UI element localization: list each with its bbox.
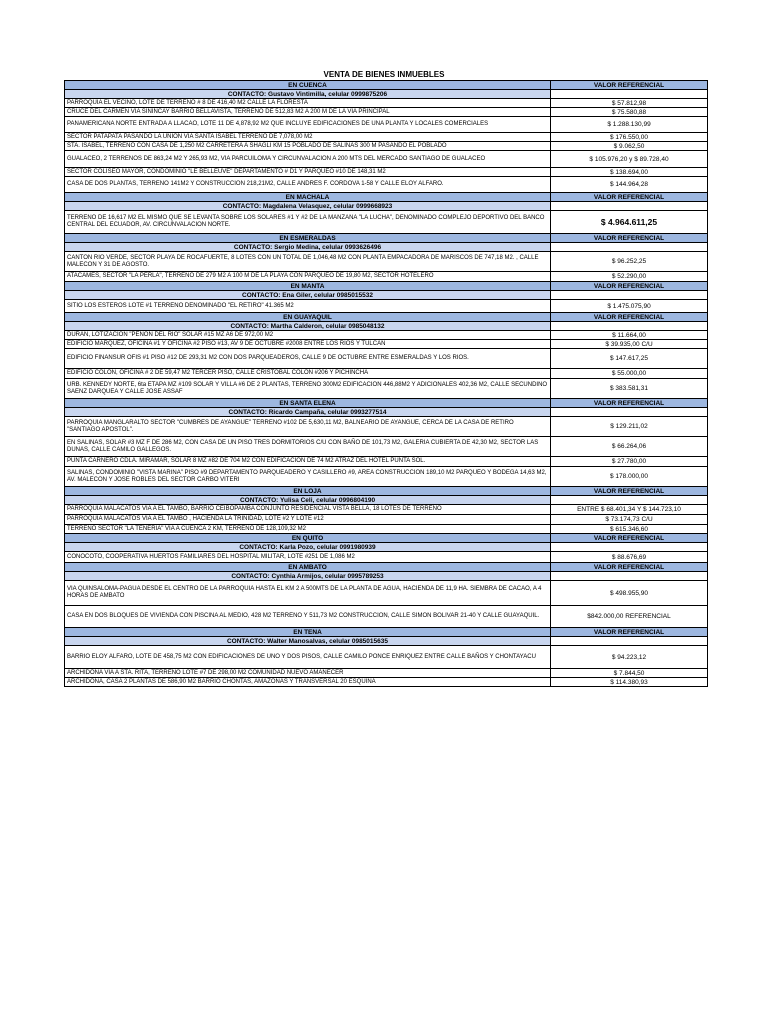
table-row xyxy=(65,646,708,669)
contact-label: CONTACTO: Martha Calderon, celular 0985048132 xyxy=(65,322,551,331)
property-description: PARROQUIA MALACATOS VIA A EL TAMBO , HACIENDA LA TRINIDAD, LOTE #2 Y LOTE #12 xyxy=(65,515,551,525)
contact-blank-cell xyxy=(551,322,708,331)
contact-row xyxy=(65,408,708,417)
reference-value: $ 39.935,00 C/U xyxy=(551,340,708,349)
contact-label: CONTACTO: Ricardo Campaña, celular 0993277514 xyxy=(65,408,551,417)
contact-label: CONTACTO: Gustavo Vintimilla, celular 0999875206 xyxy=(65,90,551,99)
contact-row xyxy=(65,202,708,211)
contact-blank-cell xyxy=(551,408,708,417)
property-description: PARROQUIA MALACATOS VIA A EL TAMBO, BARRIO CEIBOPAMBA CONJUNTO RESIDENCIAL VISTA BELLA, 18 LOTES DE TERRENO xyxy=(65,505,551,515)
reference-value: $ 178.000,00 xyxy=(551,467,708,487)
contact-row xyxy=(65,322,708,331)
reference-value: $ 4.964.611,25 xyxy=(551,211,708,234)
reference-value: $ 55.000,00 xyxy=(551,369,708,379)
reference-value: $ 105.976,20 y $ 89.728,40 xyxy=(551,151,708,168)
table-row xyxy=(65,349,708,369)
property-description: CASA EN DOS BLOQUES DE VIVIENDA CON PISCINA AL MEDIO, 428 M2 TERRENO Y 511,73 M2 CONSTRUCCION, CALLE SIMON BOLIVAR 21-40 Y CALLE GUAYAQUIL. xyxy=(65,606,551,628)
reference-value: $ 57.812,98 xyxy=(551,99,708,108)
contact-row xyxy=(65,637,708,646)
reference-value: $ 88.676,69 xyxy=(551,552,708,563)
table-row xyxy=(65,133,708,142)
table-row xyxy=(65,99,708,108)
contact-row xyxy=(65,243,708,252)
table-row xyxy=(65,678,708,687)
reference-value: $ 73.174,73 C/U xyxy=(551,515,708,525)
contact-label: CONTACTO: Walter Manosalvas, celular 0985015635 xyxy=(65,637,551,646)
property-description: URB. KENNEDY NORTE, 6ta ETAPA MZ #109 SOLAR Y VILLA #6 DE 2 PLANTAS, TERRENO 300M2 EDIFICACION 446,88M2 Y ADICIONALES 402,36 M2, CALLE SECUNDINO SAENZ DARQUEA Y CALLE JOSE ASSAF xyxy=(65,379,551,399)
spreadsheet-page xyxy=(64,70,704,687)
value-column-header: VALOR REFERENCIAL xyxy=(551,313,708,322)
table-row xyxy=(65,300,708,313)
table-row xyxy=(65,108,708,117)
property-description: SECTOR COLISEO MAYOR, CONDOMINIO "LE BELLEUVE" DEPARTAMENTO # D1 Y PARQUEO #10 DE 148,31 M2 xyxy=(65,168,551,177)
region-name: EN QUITO xyxy=(65,534,551,543)
reference-value: $ 1.288.130,99 xyxy=(551,117,708,133)
reference-value: $ 144.964,28 xyxy=(551,177,708,193)
table-row xyxy=(65,331,708,340)
contact-row xyxy=(65,90,708,99)
reference-value: $ 7.844,50 xyxy=(551,669,708,678)
region-header-row xyxy=(65,234,708,243)
contact-blank-cell xyxy=(551,291,708,300)
property-table xyxy=(64,80,708,687)
region-name: EN SANTA ELENA xyxy=(65,399,551,408)
region-header-row xyxy=(65,628,708,637)
table-row xyxy=(65,525,708,534)
region-name: EN TENA xyxy=(65,628,551,637)
reference-value: ENTRE $ 68.401,34 Y $ 144.723,10 xyxy=(551,505,708,515)
contact-row xyxy=(65,543,708,552)
property-description: PARROQUIA MANGLARALTO SECTOR "CUMBRES DE AYANGUE" TERRENO #102 DE 5,630,11 M2, BALNEARIO DE AYANGUE, CERCA DE LA CASA DE RETIRO "SANTIAGO APOSTOL". xyxy=(65,417,551,437)
table-row xyxy=(65,151,708,168)
region-header-row xyxy=(65,563,708,572)
reference-value: $ 75.580,88 xyxy=(551,108,708,117)
contact-blank-cell xyxy=(551,496,708,505)
reference-value: $ 615.346,60 xyxy=(551,525,708,534)
contact-blank-cell xyxy=(551,543,708,552)
table-row xyxy=(65,552,708,563)
reference-value: $ 9.062,50 xyxy=(551,142,708,151)
table-row xyxy=(65,340,708,349)
property-description: EDIFICIO FINANSUR OFIS #1 PISO #12 DE 293,31 M2 CON DOS PARQUEADEROS, CALLE 9 DE OCTUBRE ENTRE ESMERALDAS Y LOS RIOS. xyxy=(65,349,551,369)
property-description: CRUCE DEL CARMEN VIA SININCAY BARRIO BELLAVISTA, TERRENO DE 512,83 M2 A 200 M DE LA VIA PRINCIPAL xyxy=(65,108,551,117)
region-name: EN MANTA xyxy=(65,282,551,291)
table-row xyxy=(65,505,708,515)
property-description: TERRENO SECTOR "LA TENERIA" VIA A CUENCA 2 KM, TERRENO DE 128,109,32 M2 xyxy=(65,525,551,534)
reference-value: $ 176.550,00 xyxy=(551,133,708,142)
value-column-header: VALOR REFERENCIAL xyxy=(551,487,708,496)
property-description: ARCHIDONA, CASA 2 PLANTAS DE 586,90 M2 BARRIO CHONTAS, AMAZONAS Y TRANSVERSAL 20 ESQUINA xyxy=(65,678,551,687)
table-row xyxy=(65,515,708,525)
contact-blank-cell xyxy=(551,202,708,211)
property-description: ARCHIDONA VIA A STA. RITA, TERRENO LOTE #7 DE 298,00 M2 COMUNIDAD NUEVO AMANECER xyxy=(65,669,551,678)
property-description: DURAN, LOTIZACION "PEÑON DEL RIO" SOLAR #15 MZ A6 DE 972,00 M2 xyxy=(65,331,551,340)
region-header-row xyxy=(65,487,708,496)
table-row xyxy=(65,417,708,437)
table-row xyxy=(65,142,708,151)
contact-blank-cell xyxy=(551,572,708,581)
region-name: EN LOJA xyxy=(65,487,551,496)
contact-blank-cell xyxy=(551,637,708,646)
region-name: EN GUAYAQUIL xyxy=(65,313,551,322)
reference-value: $ 114.380,93 xyxy=(551,678,708,687)
reference-value: $ 27.780,00 xyxy=(551,457,708,467)
region-header-row xyxy=(65,313,708,322)
region-name: EN CUENCA xyxy=(65,81,551,90)
region-header-row xyxy=(65,81,708,90)
region-header-row xyxy=(65,399,708,408)
contact-blank-cell xyxy=(551,90,708,99)
region-header-row xyxy=(65,534,708,543)
region-header-row xyxy=(65,282,708,291)
contact-label: CONTACTO: Yulisa Celi, celular 0996804190 xyxy=(65,496,551,505)
reference-value: $ 138.694,00 xyxy=(551,168,708,177)
reference-value: $842.000,00 REFERENCIAL xyxy=(551,606,708,628)
region-header-row xyxy=(65,193,708,202)
reference-value: $ 94.223,12 xyxy=(551,646,708,669)
property-description: VIA QUINSALOMA-PAGUA DESDE EL CENTRO DE LA PARROQUIA HASTA EL KM 2 A 500MTS DE LA PLANTA DE AGUA, HACIENDA DE 11,9 HA. SIEMBRA DE CACAO, A 4 HORAS DE AMBATO xyxy=(65,581,551,606)
page-title: VENTA DE BIENES INMUEBLES xyxy=(323,70,445,79)
contact-label: CONTACTO: Ena Giler, celular 0985015532 xyxy=(65,291,551,300)
reference-value: $ 383.581,31 xyxy=(551,379,708,399)
table-row xyxy=(65,177,708,193)
property-description: PUNTA CARNERO CDLA. MIRAMAR, SOLAR 8 MZ #82 DE 704 M2 CON EDIFICACION DE 74 M2 ATRAZ DEL HOTEL PUNTA SOL. xyxy=(65,457,551,467)
table-row xyxy=(65,168,708,177)
contact-row xyxy=(65,572,708,581)
value-column-header: VALOR REFERENCIAL xyxy=(551,628,708,637)
table-row xyxy=(65,669,708,678)
property-description: CANTON RIO VERDE, SECTOR PLAYA DE ROCAFUERTE, 8 LOTES CON UN TOTAL DE 1,046,48 M2 CON PLANTA EMPACADORA DE MARISCOS DE 747,18 M2. , CALLE MALECON Y 31 DE AGOSTO. xyxy=(65,252,551,272)
reference-value: $ 96.252,25 xyxy=(551,252,708,272)
region-name: EN AMBATO xyxy=(65,563,551,572)
property-description: TERRENO DE 16,617 M2 EL MISMO QUE SE LEVANTA SOBRE LOS SOLARES #1 Y #2 DE LA MANZANA "LA LUCHA", DENOMINADO COMPLEJO DEPORTIVO DEL BANCO CENTRAL DEL ECUADOR, AV. CIRCUNVALACION NORTE. xyxy=(65,211,551,234)
value-column-header: VALOR REFERENCIAL xyxy=(551,534,708,543)
table-row xyxy=(65,117,708,133)
reference-value: $ 1.475.075,90 xyxy=(551,300,708,313)
region-name: EN ESMERALDAS xyxy=(65,234,551,243)
property-description: SECTOR PATAPATA PASANDO LA UNION VIA SANTA ISABEL TERRENO DE 7,078,00 M2 xyxy=(65,133,551,142)
property-description: PARROQUIA EL VECINO, LOTE DE TERRENO # 8 DE 416,40 M2 CALLE LA FLORESTA xyxy=(65,99,551,108)
property-description: EDIFICIO COLON, OFICINA # 2 DE 59,47 M2 TERCER PISO, CALLE CRISTOBAL COLON #206 Y PICHINCHA xyxy=(65,369,551,379)
property-description: STA. ISABEL, TERRENO CON CASA DE 1,250 M2 CARRETERA A SHAGLI KM 15 POBLADO DE SALINAS 300 M PASANDO EL POBLADO xyxy=(65,142,551,151)
table-row xyxy=(65,457,708,467)
reference-value: $ 52.290,00 xyxy=(551,272,708,282)
contact-label: CONTACTO: Magdalena Velasquez, celular 0999668923 xyxy=(65,202,551,211)
property-description: GUALACEO, 2 TERRENOS DE 863,24 M2 Y 265,93 M2, VIA PARCUILOMA Y CIRCUNVALACION A 200 MTS DEL MERCADO SANTIAGO DE GUALACEO xyxy=(65,151,551,168)
property-description: SALINAS, CONDOMINIO "VISTA MARINA" PISO #9 DEPARTAMENTO PARQUEADERO Y CASILLERO #9, AREA CONSTRUCCION 189,10 M2 PARQUEO Y BODEGA 14,63 M2, AV. MALECON Y JOSE ROBLES DEL SECTOR CARBO VITERI xyxy=(65,467,551,487)
value-column-header: VALOR REFERENCIAL xyxy=(551,282,708,291)
reference-value: $ 498.955,90 xyxy=(551,581,708,606)
value-column-header: VALOR REFERENCIAL xyxy=(551,563,708,572)
property-description: CONOCOTO, COOPERATIVA HUERTOS FAMILIARES DEL HOSPITAL MILITAR, LOTE #251 DE 1,086 M2 xyxy=(65,552,551,563)
value-column-header: VALOR REFERENCIAL xyxy=(551,234,708,243)
table-row xyxy=(65,211,708,234)
contact-blank-cell xyxy=(551,243,708,252)
contact-row xyxy=(65,291,708,300)
reference-value: $ 147.617,25 xyxy=(551,349,708,369)
region-name: EN MACHALA xyxy=(65,193,551,202)
contact-row xyxy=(65,496,708,505)
reference-value: $ 11.664,00 xyxy=(551,331,708,340)
table-row xyxy=(65,252,708,272)
table-row xyxy=(65,369,708,379)
property-description: ATACAMES, SECTOR "LA PERLA", TERRENO DE 279 M2 A 100 M DE LA PLAYA CON PARQUEO DE 19,80 M2, SECTOR HOTELERO xyxy=(65,272,551,282)
contact-label: CONTACTO: Cynthia Armijos, celular 0995789253 xyxy=(65,572,551,581)
property-description: EN SALINAS, SOLAR #3 MZ F DE 286 M2, CON CASA DE UN PISO TRES DORMITORIOS C/U CON BAÑO DE 101,73 M2, GALERIA CUBIERTA DE 42,30 M2, SECTOR LAS DUNAS, CALLE CAMILO GALLEGOS. xyxy=(65,437,551,457)
table-row xyxy=(65,467,708,487)
property-description: SITIO LOS ESTEROS LOTE #1 TERRENO DENOMINADO "EL RETIRO" 41.365 M2 xyxy=(65,300,551,313)
value-column-header: VALOR REFERENCIAL xyxy=(551,399,708,408)
contact-label: CONTACTO: Karla Pozo, celular 0991980939 xyxy=(65,543,551,552)
reference-value: $ 66.264,06 xyxy=(551,437,708,457)
value-column-header: VALOR REFERENCIAL xyxy=(551,81,708,90)
property-description: BARRIO ELOY ALFARO, LOTE DE 458,75 M2 CON EDIFICACIONES DE UNO Y DOS PISOS, CALLE CAMILO PONCE ENRIQUEZ ENTRE CALLE BAÑOS Y CHONTAYACU xyxy=(65,646,551,669)
table-row xyxy=(65,437,708,457)
property-description: PANAMERICANA NORTE ENTRADA A LLACAO, LOTE 11 DE 4,878,92 M2 QUE INCLUYE EDIFICACIONES DE UNA PLANTA Y LOCALES COMERCIALES xyxy=(65,117,551,133)
table-row xyxy=(65,606,708,628)
table-row xyxy=(65,581,708,606)
property-description: EDIFICIO MARQUEZ, OFICINA #1 Y OFICINA #2 PISO #13, AV 9 DE OCTUBRE #2008 ENTRE LOS RIOS Y TULCAN xyxy=(65,340,551,349)
property-description: CASA DE DOS PLANTAS, TERRENO 141M2 Y CONSTRUCCION 218,21M2, CALLE ANDRES F. CORDOVA 1-58 Y CALLE ELOY ALFARO. xyxy=(65,177,551,193)
table-row xyxy=(65,272,708,282)
value-column-header: VALOR REFERENCIAL xyxy=(551,193,708,202)
contact-label: CONTACTO: Sergio Medina, celular 0993626496 xyxy=(65,243,551,252)
reference-value: $ 129.211,02 xyxy=(551,417,708,437)
table-row xyxy=(65,379,708,399)
